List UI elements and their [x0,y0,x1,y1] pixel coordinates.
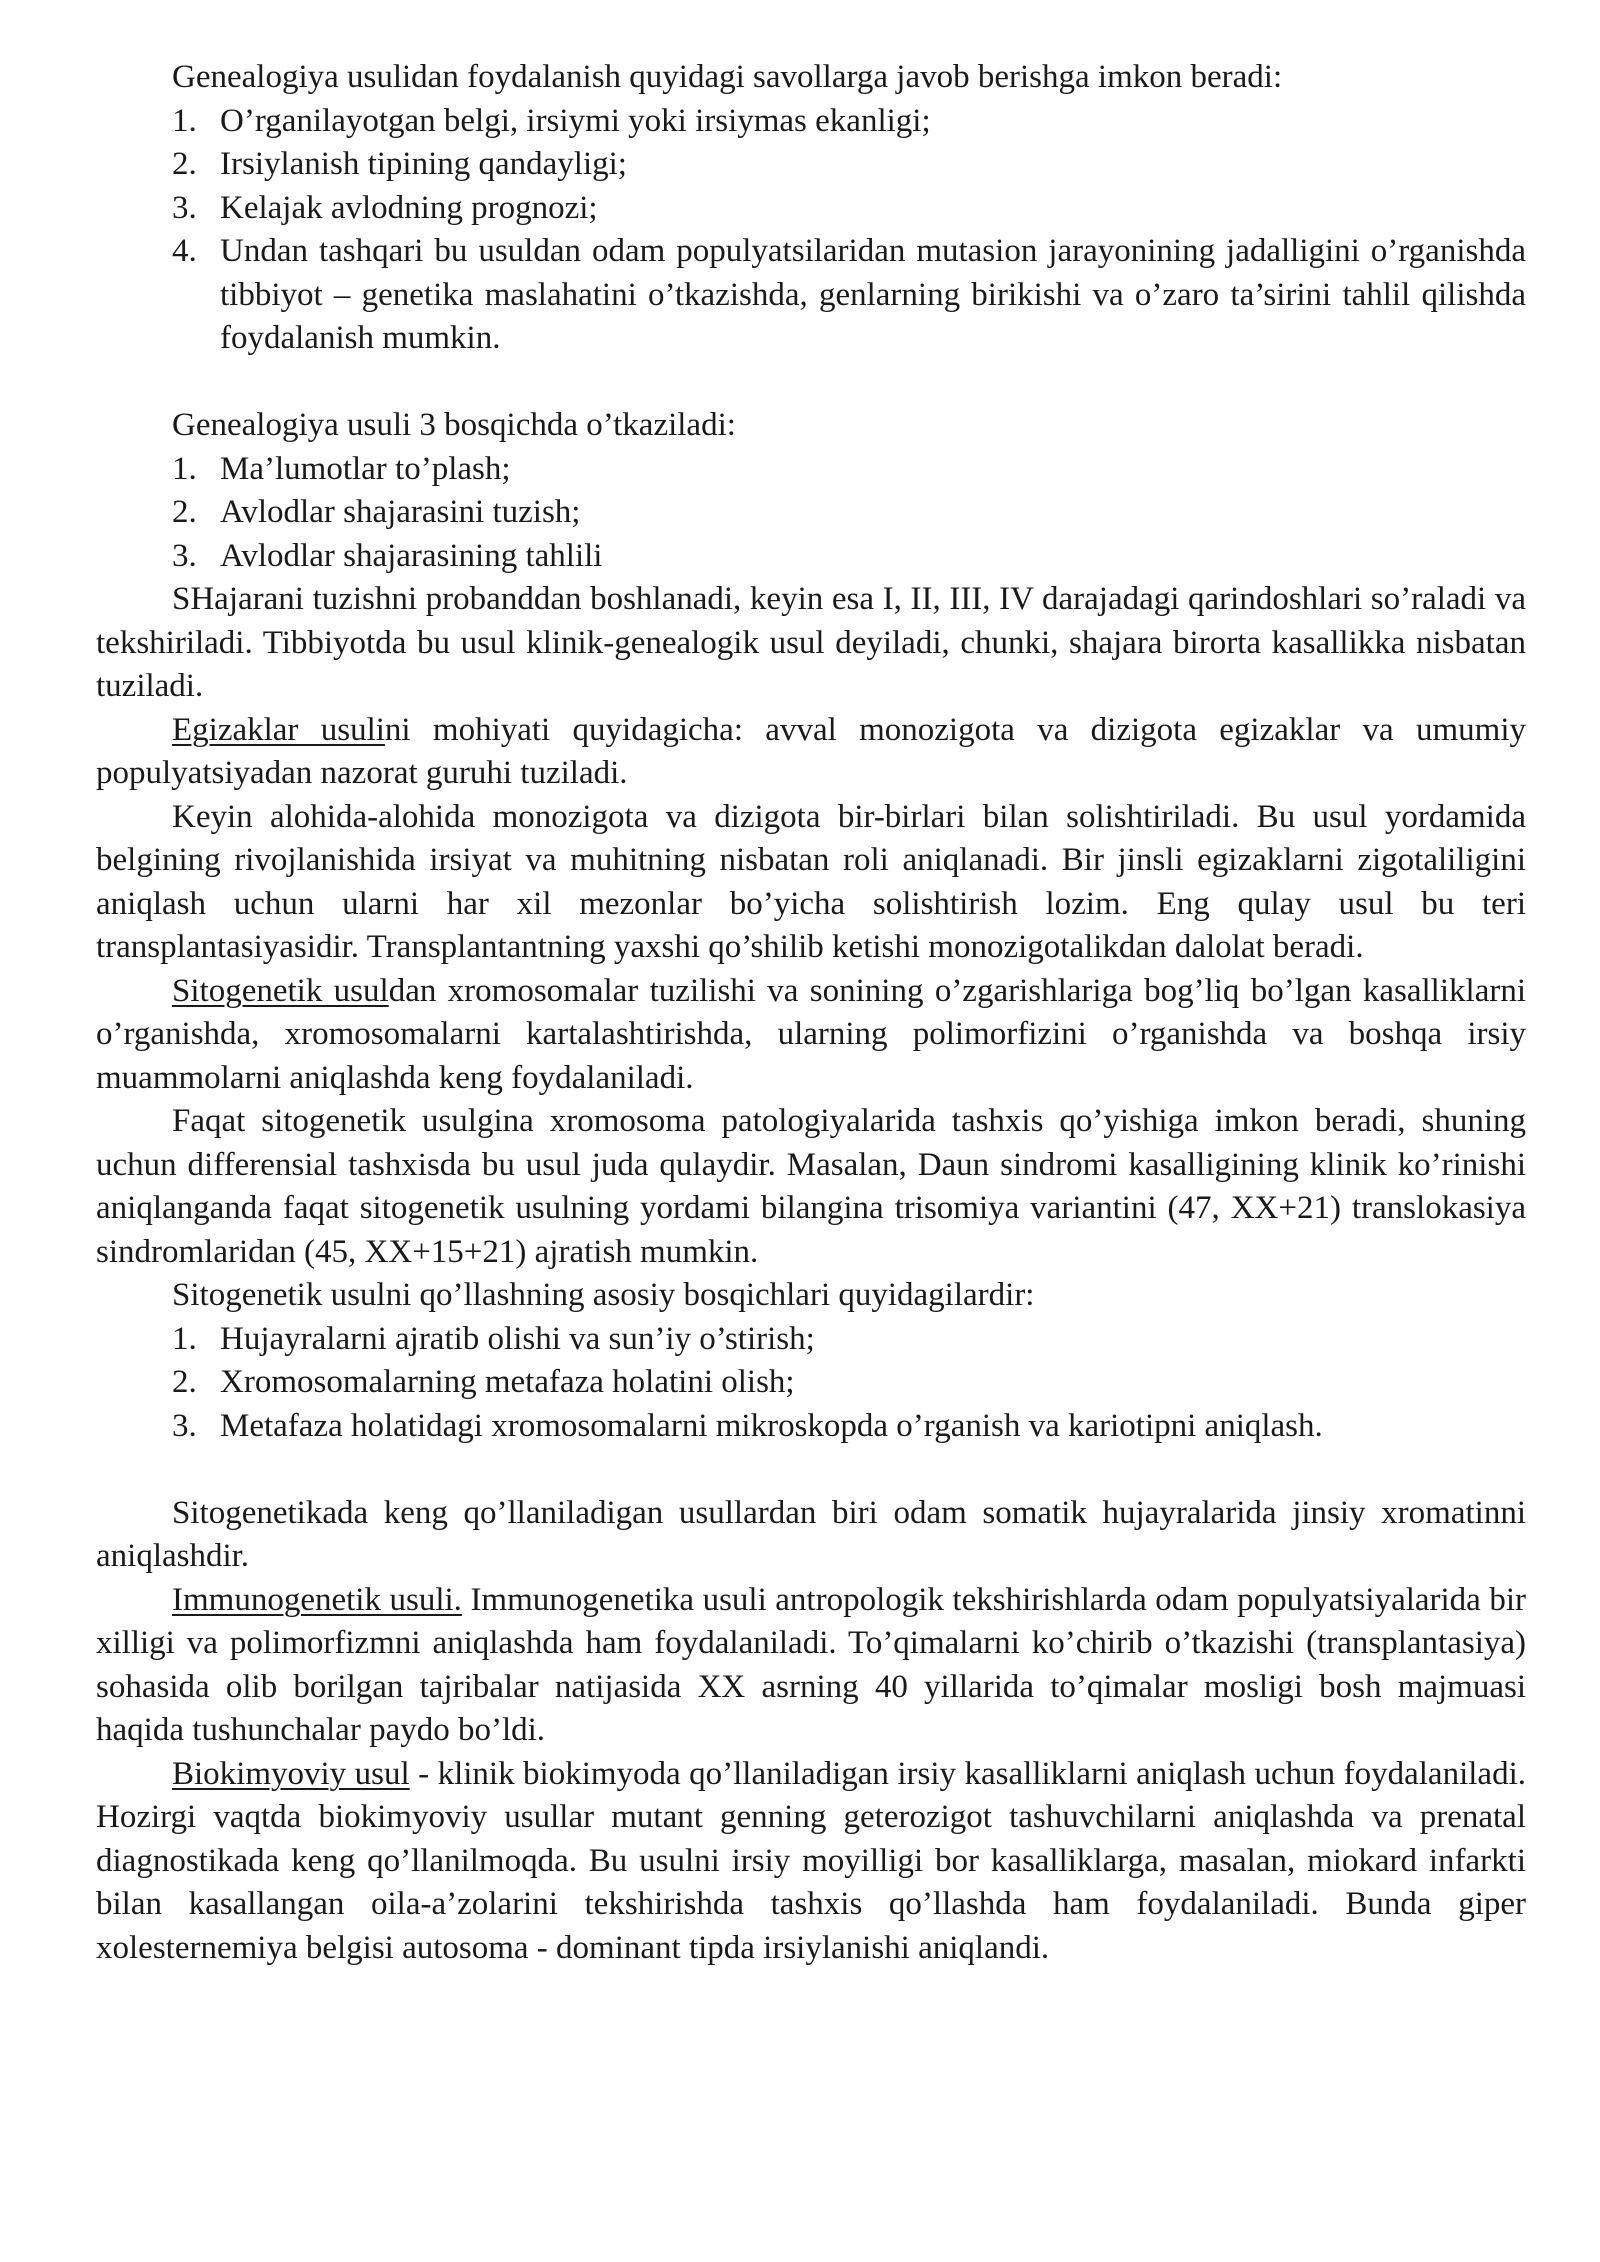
list-item [96,1361,1526,1405]
list-item-number: 1. [172,102,197,139]
twins-paragraph-text: ni mohiyati quyidagicha: avval monozigota va dizigota egizaklar va umumiy populyatsiyadan nazorat guruhi tuziladi. [96,711,1526,791]
genealogy-questions-list [96,100,1526,361]
list-item [96,100,1526,144]
list-item-number: 2. [172,494,197,530]
cytogenetic-paragraph-text: dan xromosomalar tuzilishi va sonining o’zgarishlariga bog’liq bo’lgan kasalliklarni o’rganishda, xromosomalarni kartalashtirishda, ularning polimorfizini o’rganishda va boshqa irsiy muammolarni aniqlashda keng foydalaniladi. [96,972,1526,1096]
blank-line [96,1448,1526,1492]
pedigree-paragraph: SHajarani tuzishni probanddan boshlanadi, keyin esa I, II, III, IV darajadagi qarindoshlari so’raladi va tekshiriladi. Tibbiyotda bu usul klinik-genealogik usul deyiladi, chunki, shajara birorta kasallikka nisbatan tuziladi. [96,581,1526,704]
list-item-text: Metafaza holatidagi xromosomalarni mikroskopda o’rganish va kariotipni aniqlash. [220,1407,1323,1444]
cytogenetic-diagnosis-paragraph: Faqat sitogenetik usulgina xromosoma patologiyalarida tashxis qo’yishiga imkon beradi, shuning uchun differensial tashxisda bu usul juda qulaydir. Masalan, Daun sindromi kasalligining klinik ko’rinishi aniqlanganda faqat sitogenetik usulning yordami bilangina trisomiya variantini (47, XX+21) translokasiya sindromlaridan (45, XX+15+21) ajratish mumkin. [96,1103,1526,1270]
list-item-number: 1. [172,450,197,487]
list-item-number: 2. [172,1364,197,1400]
cytogenetic-stages-list [96,1318,1526,1449]
genealogy-questions-intro: Genealogiya usulidan foydalanish quyidagi savollarga javob berishga imkon beradi: [172,59,1283,95]
list-item-number: 3. [172,1407,197,1444]
biochemical-paragraph-text: - klinik biokimyoda qo’llaniladigan irsiy kasalliklarni aniqlash uchun foydalaniladi. Hozirgi vaqtda biokimyoviy usullar mutant genning geterozigot tashuvchilarni aniqlashda va prenatal diagnostikada keng qo’llanilmoqda. Bu usulni irsiy moyilligi bor kasalliklarga, masalan, miokard infarkti bilan kasallangan oila-a’zolarini tekshirishda tashxis qo’llashda ham foydalaniladi. Bunda giper xolesternemiya belgisi autosoma - dominant tipda irsiylanishi aniqlandi. [96,1755,1526,1966]
list-item-number: 2. [172,146,197,182]
list-item-number: 4. [172,233,197,269]
blank-line [96,361,1526,405]
twins-method-heading: Egizaklar usuli [172,711,385,748]
immunogenetic-method-heading: Immunogenetik usuli. [172,1581,462,1618]
list-item-text: Ma’lumotlar to’plash; [220,450,511,487]
biochemical-method-heading: Biokimyoviy usul [172,1755,410,1792]
list-item [96,535,1526,579]
twins-paragraph [96,709,1526,796]
list-item-text: Xromosomalarning metafaza holatini olish; [220,1364,795,1400]
list-item-text: Irsiylanish tipining qandayligi; [220,146,627,182]
list-item [96,1318,1526,1362]
list-item-text: Hujayralarni ajratib olishi va sun’iy o’stirish; [220,1320,815,1357]
list-item-text: Undan tashqari bu usuldan odam populyatsilaridan mutasion jarayonining jadalligini o’rganishda tibbiyot – genetika maslahatini o’tkazishda, genlarning birikishi va o’zaro ta’sirini tahlil qilishda foydalanish mumkin. [220,233,1526,356]
list-item [96,143,1526,187]
list-item [96,491,1526,535]
list-item-number: 3. [172,537,197,574]
biochemical-paragraph [96,1753,1526,1971]
immunogenetic-paragraph-text: Immunogenetika usuli antropologik tekshirishlarda odam populyatsiyalarida bir xilligi va polimorfizmni aniqlashda ham foydalaniladi. To’qimalarni ko’chirib o’tkazishi (transplantasiya) sohasida olib borilgan tajribalar natijasida XX asrning 40 yillarida to’qimalar mosligi bosh majmuasi haqida tushunchalar paydo bo’ldi. [96,1581,1527,1748]
sex-chromatin-paragraph: Sitogenetikada keng qo’llaniladigan usullardan biri odam somatik hujayralarida jinsiy xromatinni aniqlashdir. [96,1494,1526,1574]
list-item-text: O’rganilayotgan belgi, irsiymi yoki irsiymas ekanligi; [220,102,931,139]
genealogy-stages-list [96,448,1526,579]
immunogenetic-paragraph [96,1579,1526,1753]
list-item [96,187,1526,231]
genealogy-stages-intro: Genealogiya usuli 3 bosqichda o’tkaziladi: [172,407,736,443]
cytogenetic-paragraph [96,970,1526,1101]
list-item [96,230,1526,361]
cytogenetic-method-heading: Sitogenetik usul [172,972,389,1009]
list-item [96,448,1526,492]
list-item-number: 3. [172,189,197,226]
list-item [96,1405,1526,1449]
list-item-number: 1. [172,1320,197,1357]
list-item-text: Kelajak avlodning prognozi; [220,189,598,226]
list-item-text: Avlodlar shajarasini tuzish; [220,494,581,530]
document-page [96,56,1526,1970]
cytogenetic-stages-intro: Sitogenetik usulni qo’llashning asosiy bosqichlari quyidagilardir: [172,1277,1035,1313]
twins-comparison-paragraph: Keyin alohida-alohida monozigota va dizigota bir-birlari bilan solishtiriladi. Bu usul yordamida belgining rivojlanishida irsiyat va muhitning nisbatan roli aniqlanadi. Bir jinsli egizaklarni zigotaliligini aniqlash uchun ularni har xil mezonlar bo’yicha solishtirish lozim. Eng qulay usul bu teri transplantasiyasidir. Transplantantning yaxshi qo’shilib ketishi monozigotalikdan dalolat beradi. [96,798,1526,965]
list-item-text: Avlodlar shajarasining tahlili [220,537,603,574]
